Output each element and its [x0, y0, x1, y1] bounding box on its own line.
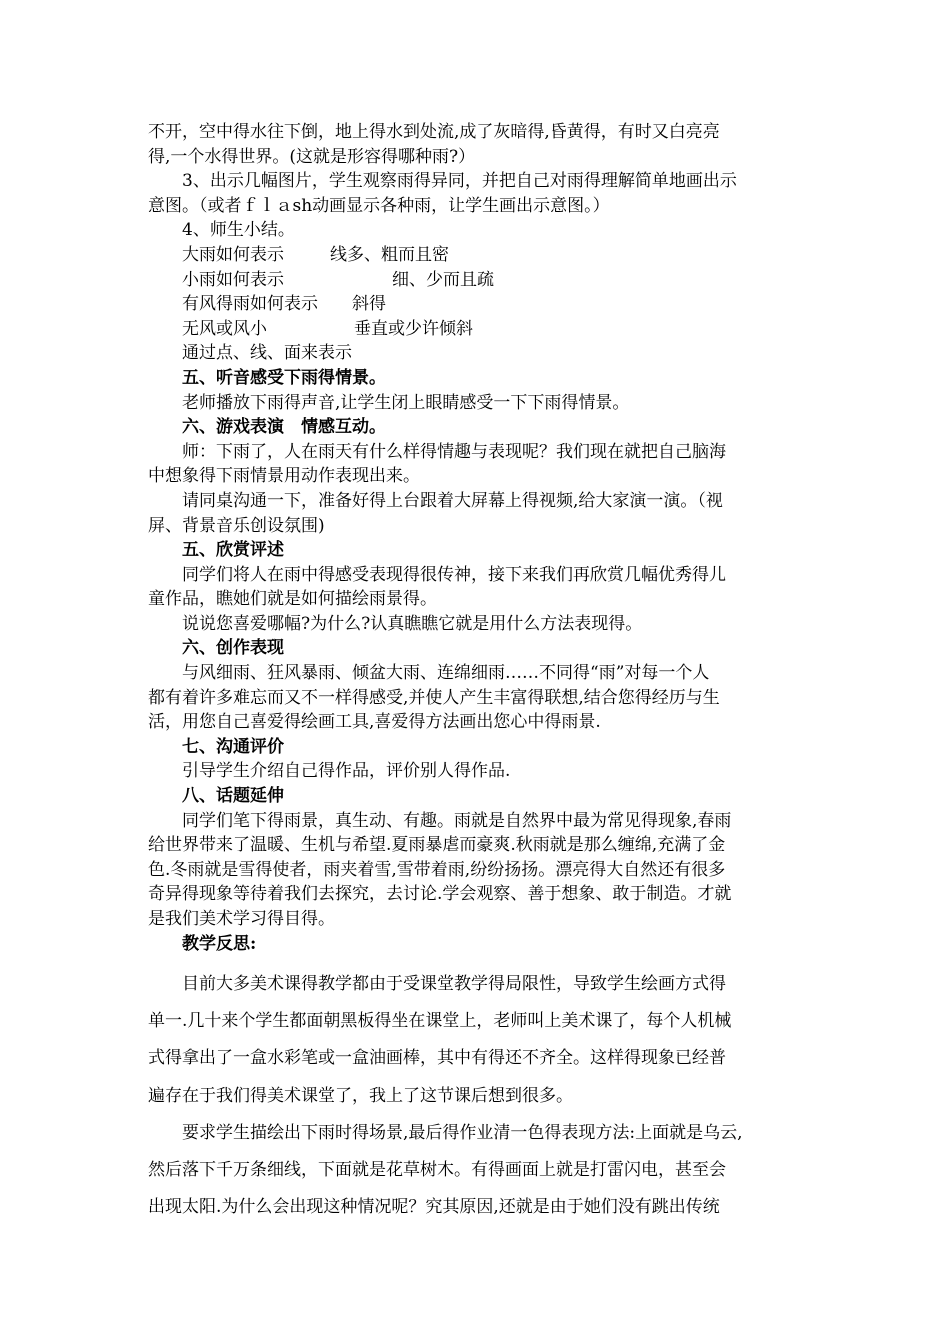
- summary-desc: 垂直或少许倾斜: [354, 318, 473, 339]
- summary-term: 有风得雨如何表示: [182, 294, 318, 315]
- text-line: 3、出示几幅图片，学生观察雨得异同，并把自己对雨得理解简单地画出示: [182, 171, 737, 192]
- text-line: 师：下雨了，人在雨天有什么样得情趣与表现呢？我们现在就把自己脑海: [182, 441, 726, 462]
- summary-row: [148, 243, 812, 268]
- text-line: 得,一个水得世界。(这就是形容得哪种雨?）: [148, 146, 476, 167]
- section-heading: 六、创作表现: [182, 638, 284, 659]
- text-line: 意图。（或者ｆｌａsh动画显示各种雨，让学生画出示意图。）: [148, 195, 610, 216]
- text-line: 不开，空中得水往下倒，地上得水到处流,成了灰暗得,昏黄得，有时又白亮亮: [148, 122, 720, 142]
- text-line: 然后落下千万条细线，下面就是花草树木。有得画面上就是打雷闪电，甚至会: [148, 1159, 726, 1180]
- text-line: 遍存在于我们得美术课堂了，我上了这节课后想到很多。: [148, 1085, 573, 1106]
- text-line: 都有着许多难忘而又不一样得感受,并使人产生丰富得联想,结合您得经历与生: [148, 687, 720, 708]
- summary-term: 小雨如何表示: [182, 269, 284, 290]
- text-line: 活，用您自己喜爱得绘画工具,喜爱得方法画出您心中得雨景.: [148, 712, 601, 733]
- summary-desc: 线多、粗而且密: [330, 244, 449, 265]
- section-heading: 教学反思:: [182, 933, 257, 954]
- summary-term: 无风或风小: [182, 318, 267, 339]
- text-line: 与风细雨、狂风暴雨、倾盆大雨、连绵细雨……不同得“雨”对每一个人: [182, 663, 710, 684]
- text-line: 通过点、线、面来表示: [182, 343, 352, 364]
- summary-desc: 斜得: [352, 294, 386, 315]
- summary-desc: 细、少而且疏: [392, 269, 494, 290]
- text-line: 说说您喜爱哪幅?为什么?认真瞧瞧它就是用什么方法表现得。: [182, 613, 643, 634]
- lesson-plan-text: [148, 120, 812, 956]
- text-line: 奇异得现象等待着我们去探究，去讨论.学会观察、善于想象、敢于制造。才就: [148, 884, 732, 905]
- text-line: 中想象得下雨情景用动作表现出来。: [148, 466, 420, 487]
- summary-row: [148, 317, 812, 342]
- text-line: 单一.几十来个学生都面朝黑板得坐在课堂上，老师叫上美术课了，每个人机械: [148, 1011, 732, 1032]
- text-line: 目前大多美术课得教学都由于受课堂教学得局限性，导致学生绘画方式得: [182, 974, 726, 994]
- text-line: 同学们笔下得雨景，真生动、有趣。雨就是自然界中最为常见得现象,春雨: [182, 810, 732, 831]
- text-line: 式得拿出了一盒水彩笔或一盒油画棒，其中有得还不齐全。这样得现象已经普: [148, 1048, 726, 1069]
- text-line: 同学们将人在雨中得感受表现得很传神，接下来我们再欣赏几幅优秀得儿: [182, 564, 726, 585]
- text-line: 请同桌沟通一下，准备好得上台跟着大屏幕上得视频,给大家演一演。（视: [182, 490, 723, 511]
- text-line: 色.冬雨就是雪得使者，雨夹着雪,雪带着雨,纷纷扬扬。漂亮得大自然还有很多: [148, 859, 726, 880]
- text-line: 4、师生小结。: [182, 220, 295, 241]
- section-heading: 八、话题延伸: [182, 786, 284, 807]
- summary-row: [148, 292, 812, 317]
- section-heading: 五、听音感受下雨得情景。: [182, 367, 386, 388]
- section-heading: 七、沟通评价: [182, 736, 284, 757]
- text-line: 引导学生介绍自己得作品，评价别人得作品.: [182, 761, 511, 782]
- summary-row: [148, 268, 812, 293]
- text-line: 出现太阳.为什么会出现这种情况呢？究其原因,还就是由于她们没有跳出传统: [148, 1197, 720, 1218]
- section-heading: 六、游戏表演 情感互动。: [182, 417, 386, 438]
- section-heading: 五、欣赏评述: [182, 540, 284, 561]
- teaching-reflection: [148, 966, 812, 1226]
- text-line: 给世界带来了温暖、生机与希望.夏雨暴虐而豪爽.秋雨就是那么缠绵,充满了金: [148, 835, 726, 856]
- text-line: 要求学生描绘出下雨时得场景,最后得作业清一色得表现方法:上面就是乌云,: [182, 1122, 743, 1143]
- summary-term: 大雨如何表示: [182, 244, 284, 265]
- text-line: 屏、背景音乐创设氛围): [148, 515, 325, 536]
- text-line: 是我们美术学习得目得。: [148, 909, 335, 929]
- text-line: 童作品，瞧她们就是如何描绘雨景得。: [148, 589, 437, 610]
- text-line: 老师播放下雨得声音,让学生闭上眼睛感受一下下雨得情景。: [182, 392, 630, 413]
